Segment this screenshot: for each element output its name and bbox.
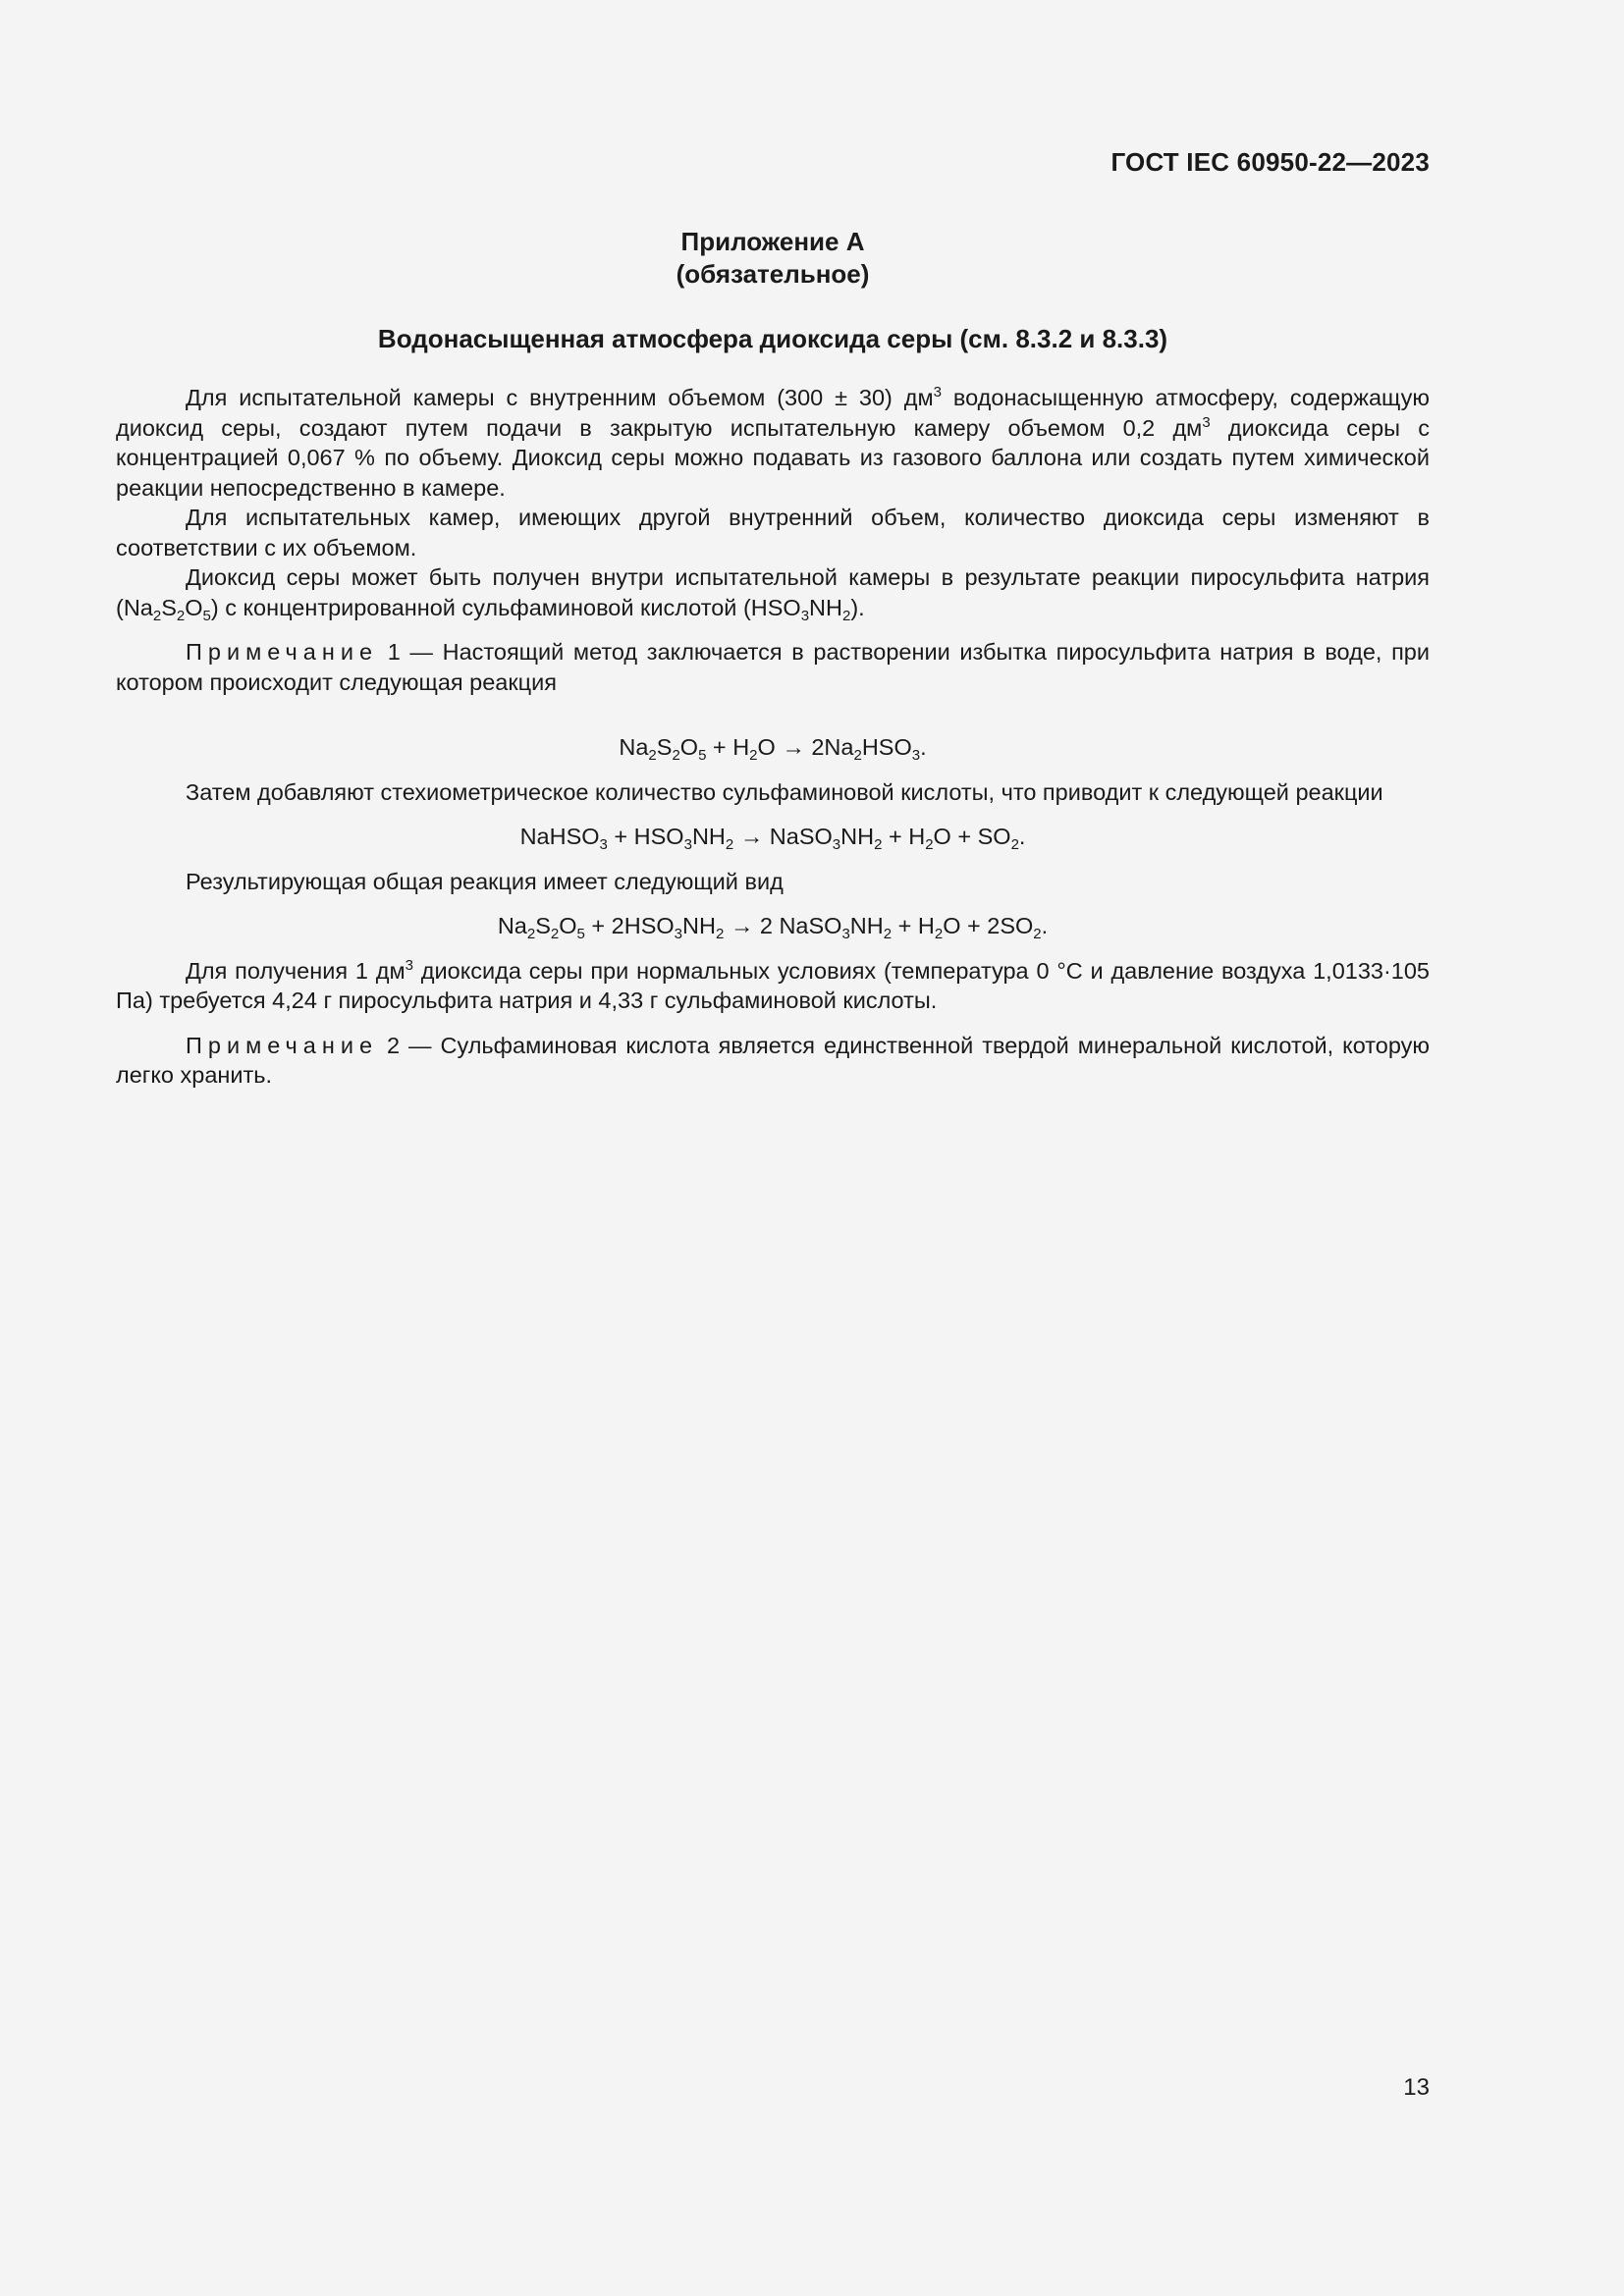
- eq-text: + H: [892, 913, 935, 938]
- eq-text: O → 2Na: [757, 734, 854, 760]
- eq-subscript: 2: [883, 926, 893, 942]
- eq-subscript: 2: [648, 747, 657, 764]
- paragraph-quantities: [116, 956, 1430, 1016]
- eq-text: + H: [706, 734, 750, 760]
- eq-text: NH: [682, 913, 716, 938]
- eq-text: + 2HSO: [584, 913, 675, 938]
- eq-text: → NaSO: [733, 824, 833, 849]
- eq-text: Na: [619, 734, 649, 760]
- subscript: 2: [842, 607, 851, 624]
- note-2: [116, 1031, 1430, 1091]
- annex-heading: [116, 226, 1430, 291]
- text-segment: ).: [850, 594, 865, 620]
- eq-subscript: 2: [749, 747, 758, 764]
- eq-text: S: [535, 913, 551, 938]
- eq-text: .: [1041, 913, 1049, 938]
- page-number: 13: [1403, 2074, 1430, 2101]
- text-segment: водонасыщенную атмосферу, содержащую диоксид серы, создают путем подачи в закрытую испытательную камеру объемом 0,2 дм: [116, 385, 1430, 441]
- note-text: 2 — Сульфаминовая кислота является единственной твердой минеральной кислотой, которую легко хранить.: [116, 1032, 1430, 1088]
- paragraph-overall-reaction: Результирующая общая реакция имеет следующий вид: [186, 868, 784, 894]
- subscript: 5: [202, 607, 211, 624]
- eq-text: .: [920, 734, 927, 760]
- eq-subscript: 3: [599, 836, 608, 853]
- eq-text: NH: [691, 824, 726, 849]
- subscript: 2: [152, 607, 162, 624]
- text-segment: диоксида серы при нормальных условиях (температура 0 °С и давление воздуха 1,0133·105 Па) требуется 4,24 г пиросульфита натрия и 4,33 г сульфаминовой кислоты.: [116, 957, 1431, 1013]
- eq-subscript: 2: [1010, 836, 1019, 853]
- text-segment: S: [161, 594, 177, 620]
- eq-text: .: [1018, 824, 1026, 849]
- eq-text: S: [656, 734, 673, 760]
- text-segment: Для получения 1 дм: [186, 957, 406, 984]
- eq-subscript: 5: [698, 747, 707, 764]
- eq-text: Na: [497, 913, 527, 938]
- eq-text: NH: [849, 913, 884, 938]
- section-title: Водонасыщенная атмосфера диоксида серы (см. 8.3.2 и 8.3.3): [377, 324, 1168, 353]
- eq-text: O + 2SO: [943, 913, 1034, 938]
- text-segment: ) с концентрированной сульфаминовой кислотой (HSO: [210, 594, 801, 620]
- superscript: 3: [933, 384, 942, 400]
- note-1: [116, 637, 1430, 697]
- text-segment: диоксида серы с концентрацией 0,067 % по объему. Диоксид серы можно подавать из газового баллона или создать путем химической реакции непосредственно в камере.: [116, 414, 1430, 501]
- eq-subscript: 3: [683, 836, 692, 853]
- eq-text: NaHSO: [519, 824, 600, 849]
- eq-text: HSO: [861, 734, 912, 760]
- eq-subscript: 2: [715, 926, 725, 942]
- eq-text: O: [679, 734, 699, 760]
- equation-2: [116, 822, 1430, 852]
- eq-subscript: 3: [832, 836, 841, 853]
- document-page: [116, 0, 1430, 2296]
- eq-subscript: 2: [526, 926, 536, 942]
- note-text: 1 — Настоящий метод заключается в растворении избытка пиросульфита натрия в воде, при котором происходит следующая реакция: [116, 639, 1430, 695]
- eq-subscript: 2: [550, 926, 560, 942]
- eq-subscript: 2: [853, 747, 862, 764]
- eq-subscript: 3: [674, 926, 682, 942]
- text-segment: Для испытательной камеры с внутренним объемом (300 ± 30) дм: [186, 385, 934, 410]
- superscript: 3: [405, 956, 413, 974]
- eq-text: O + SO: [933, 824, 1011, 849]
- eq-text: NH: [840, 824, 875, 849]
- document-code: ГОСТ IEC 60950-22—2023: [1110, 147, 1430, 177]
- annex-title: Приложение А: [680, 227, 865, 256]
- eq-subscript: 3: [841, 926, 850, 942]
- subscript: 2: [176, 607, 186, 624]
- annex-status: (обязательное): [676, 259, 870, 289]
- eq-subscript: 2: [672, 747, 680, 764]
- eq-subscript: 3: [911, 747, 921, 764]
- eq-text: + HSO: [607, 824, 684, 849]
- text-segment: O: [185, 594, 203, 620]
- subscript: 3: [800, 607, 810, 624]
- eq-subscript: 2: [874, 836, 883, 853]
- eq-subscript: 2: [725, 836, 734, 853]
- document-body: [116, 383, 1430, 1091]
- note-label: Примечание: [186, 639, 379, 665]
- paragraph-stoichiometric: Затем добавляют стехиометрическое количество сульфаминовой кислоты, что приводит к следующей реакции: [186, 778, 1383, 805]
- eq-text: → 2 NaSO: [724, 913, 842, 938]
- eq-subscript: 2: [934, 926, 944, 942]
- paragraph-chamber-volume: [116, 383, 1430, 503]
- equation-1: [116, 732, 1430, 763]
- paragraph-sulfur-dioxide-reaction: [116, 562, 1430, 622]
- superscript: 3: [1202, 413, 1211, 431]
- eq-subscript: 5: [576, 926, 585, 942]
- text-segment: Диоксид серы может быть получен внутри испытательной камеры в результате реакции пиросульфита натрия (Na: [116, 564, 1430, 620]
- eq-subscript: 2: [1033, 926, 1042, 942]
- eq-text: + H: [882, 824, 926, 849]
- eq-subscript: 2: [925, 836, 934, 853]
- eq-text: O: [559, 913, 577, 938]
- paragraph-other-volume: Для испытательных камер, имеющих другой внутренний объем, количество диоксида серы изменяют в соответствии с их объемом.: [116, 505, 1430, 561]
- note-label: Примечание: [186, 1032, 379, 1058]
- equation-3: [116, 911, 1430, 941]
- text-segment: NH: [809, 594, 842, 620]
